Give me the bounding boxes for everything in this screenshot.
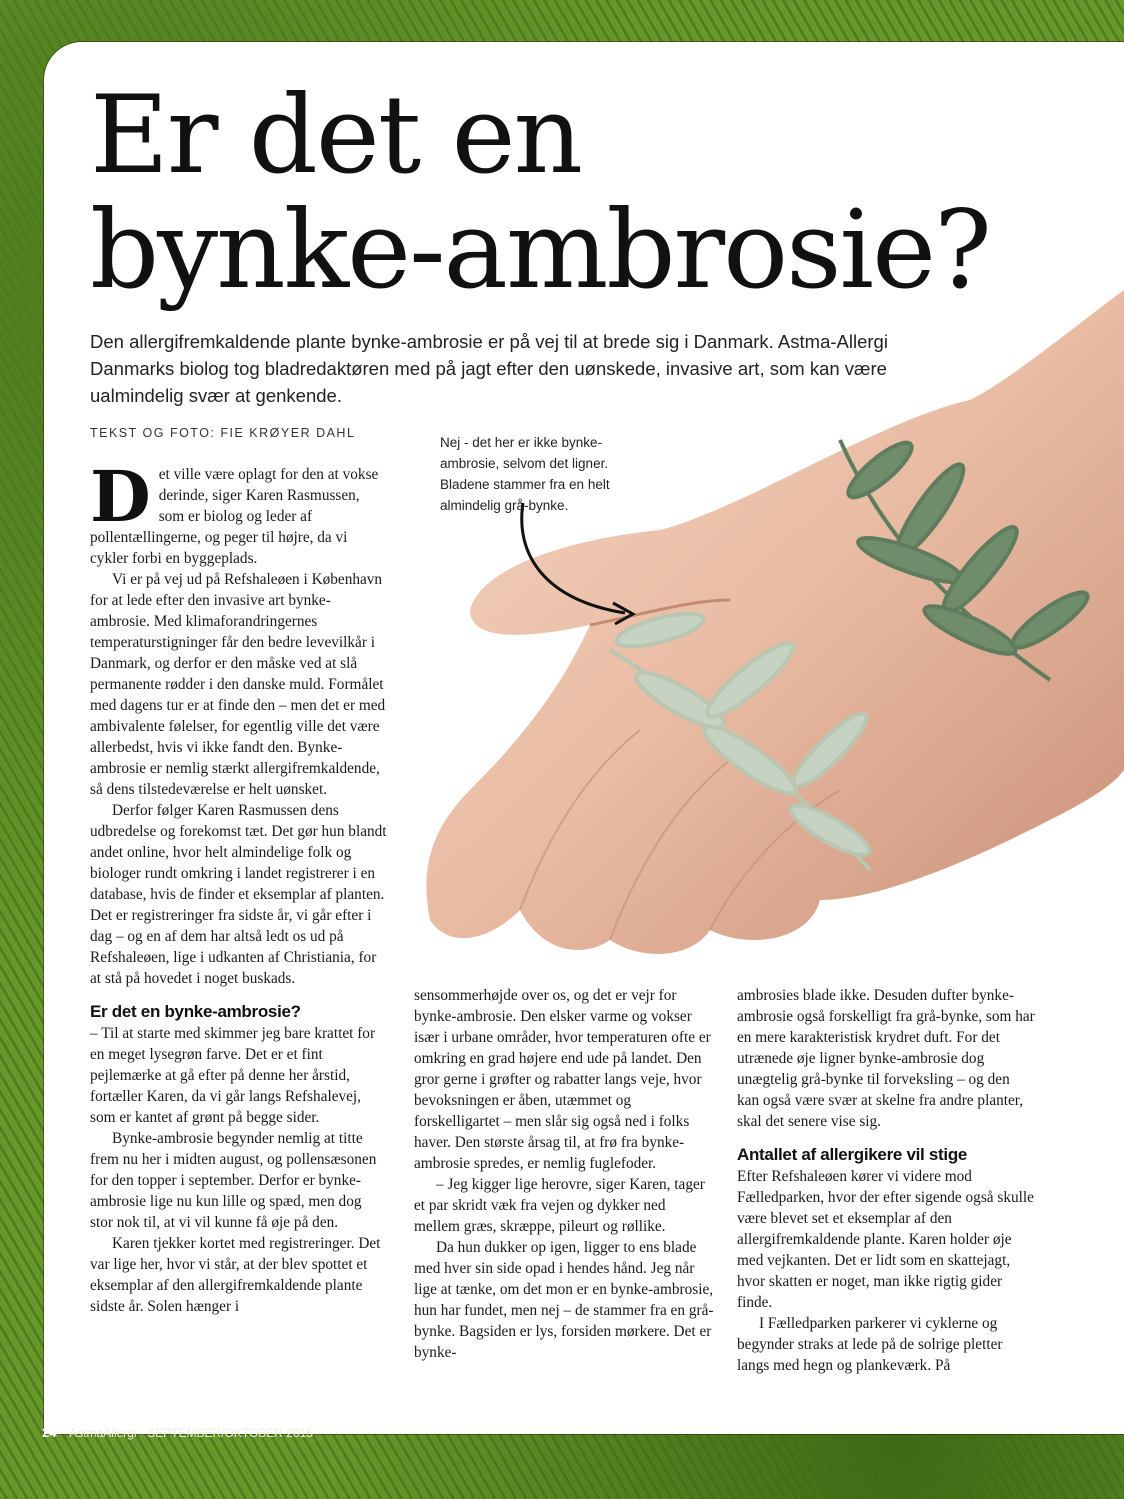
article-column-1 [90, 455, 388, 1317]
title-line-2: bynke-ambrosie? [90, 188, 990, 313]
paragraph: ambrosies blade ikke. Desuden dufter bynke-ambrosie også forskelligt fra grå-bynke, som har en mere karakteristisk krydret duft. For det utrænede øje ligner bynke-ambrosie dog unægtelig grå-bynke til forveksling – og den kan også være svær at skelne fra andre planter, skal det senere vise sig. [737, 987, 1035, 1130]
page-footer [42, 1425, 313, 1440]
paragraph: Vi er på vej ud på Refshaleøen i København for at lede efter den invasive art bynke-ambrosie. Med klimaforandringernes temperaturstigninger får den bedre levevilkår i Danmark, og derfor er den måske ved at slå permanente rødder i den danske muld. Formålet med dagens tur er at finde den – men det er med ambivalente følelser, for egentlig ville det være allerbedst, hvis vi ikke fandt den. Bynke-ambrosie er nemlig stærkt allergifremkaldende, så dens tilstedeværelse er helt uønsket. [90, 571, 386, 798]
article-lead: Den allergifremkaldende plante bynke-ambrosie er på vej til at brede sig i Danmark. Astma-Allergi Danmarks biolog tog bladredaktøren med på jagt efter den uønskede, invasive art, som kan være ualmindelig svær at genkende. [90, 331, 888, 406]
paragraph: Bynke-ambrosie begynder nemlig at titte frem nu her i midten august, og pollensæsonen for den topper i september. Derfor er bynke-ambrosie lige nu kun lille og spæd, men dog stor nok til, at vi vil kunne få øje på den. [90, 1130, 377, 1231]
footer-publication: AstmaAllergi · SEPTEMBER/OKTOBER 2015 [69, 1426, 313, 1440]
title-line-1: Er det en [90, 73, 582, 198]
article-column-3 [737, 985, 1035, 1376]
photo-caption: Nej - det her er ikke bynke-ambrosie, selvom det ligner. Bladene stammer fra en helt almindelig grå-bynke. [440, 435, 610, 513]
paragraph: Efter Refshaleøen kører vi videre mod Fælledparken, hvor der efter sigende også skulle være blevet set et eksemplar af den allergifremkaldende plante. Karen holder øje med vejkanten. Det er lidt som en skattejagt, hvor skatten er noget, man ikke rigtig gider finde. [737, 1168, 1034, 1311]
paragraph: I Fælledparken parkerer vi cyklerne og begynder straks at lede på de solrige pletter langs med hegn og plankeværk. På [737, 1315, 1003, 1374]
paragraph: sensommerhøjde over os, og det er vejr for bynke-ambrosie. Den elsker varme og vokser især i urbane områder, hvor temperaturen ofte er omkring en grad højere end ude på landet. Den gror gerne i grøfter og rabatter langs veje, hvor bevoksningen er åben, utæmmet og forskelligartet – men slår sig også ned i folks haver. Den største årsag til, at frø fra bynke-ambrosie spredes, er nemlig fuglefoder. [414, 987, 711, 1172]
page-number: 24 [42, 1425, 57, 1440]
drop-cap: D [90, 455, 151, 538]
paragraph: – Jeg kigger lige herovre, siger Karen, tager et par skridt væk fra vejen og dykker ned mellem græs, skræppe, pileurt og røllike. [414, 1176, 705, 1235]
paragraph [90, 455, 388, 569]
paragraph: Derfor følger Karen Rasmussen dens udbredelse og forekomst tæt. Det gør hun blandt andet online, hvor helt almindelige folk og biologer rundt omkring i landet registrerer i en database, hvis de finder et eksemplar af planten. Det er registreringer fra sidste år, vi går efter i dag – og en af dem har altså ledt os ud på Refshaleøen, lige i udkanten af Christiania, for at stå på hovedet i noget buskads. [90, 802, 387, 987]
caption-arrow-icon [505, 495, 655, 630]
paragraph: – Til at starte med skimmer jeg bare krattet for en meget lysegrøn farve. Det er et fint pejlemærke at gå efter på denne her årstid, fortæller Karen, da vi går langs Refshalevej, som er kantet af grønt på begge sider. [90, 1025, 376, 1126]
paragraph: Karen tjekker kortet med registreringer. Det var lige her, hvor vi står, at der blev spottet et eksemplar af den allergifremkaldende plante sidste år. Solen hænger i [90, 1235, 381, 1315]
paragraph-text: et ville være oplagt for den at vokse derinde, siger Karen Rasmussen, som er biolog og leder af pollentællingerne, og peger til højre, da vi cykler forbi en byggeplads. [90, 466, 379, 567]
byline: TEKST OG FOTO: FIE KRØYER DAHL [90, 426, 356, 440]
article-column-2 [414, 985, 714, 1363]
subheading: Antallet af allergikere vil stige [737, 1145, 968, 1164]
subheading: Er det en bynke-ambrosie? [90, 1002, 301, 1021]
paragraph: Da hun dukker op igen, ligger to ens blade med hver sin side opad i hendes hånd. Jeg når lige at tænke, om det mon er en bynke-ambrosie, hun har fundet, men nej – de stammer fra en grå-bynke. Bagsiden er lys, forsiden mørkere. Det er bynke- [414, 1239, 714, 1361]
